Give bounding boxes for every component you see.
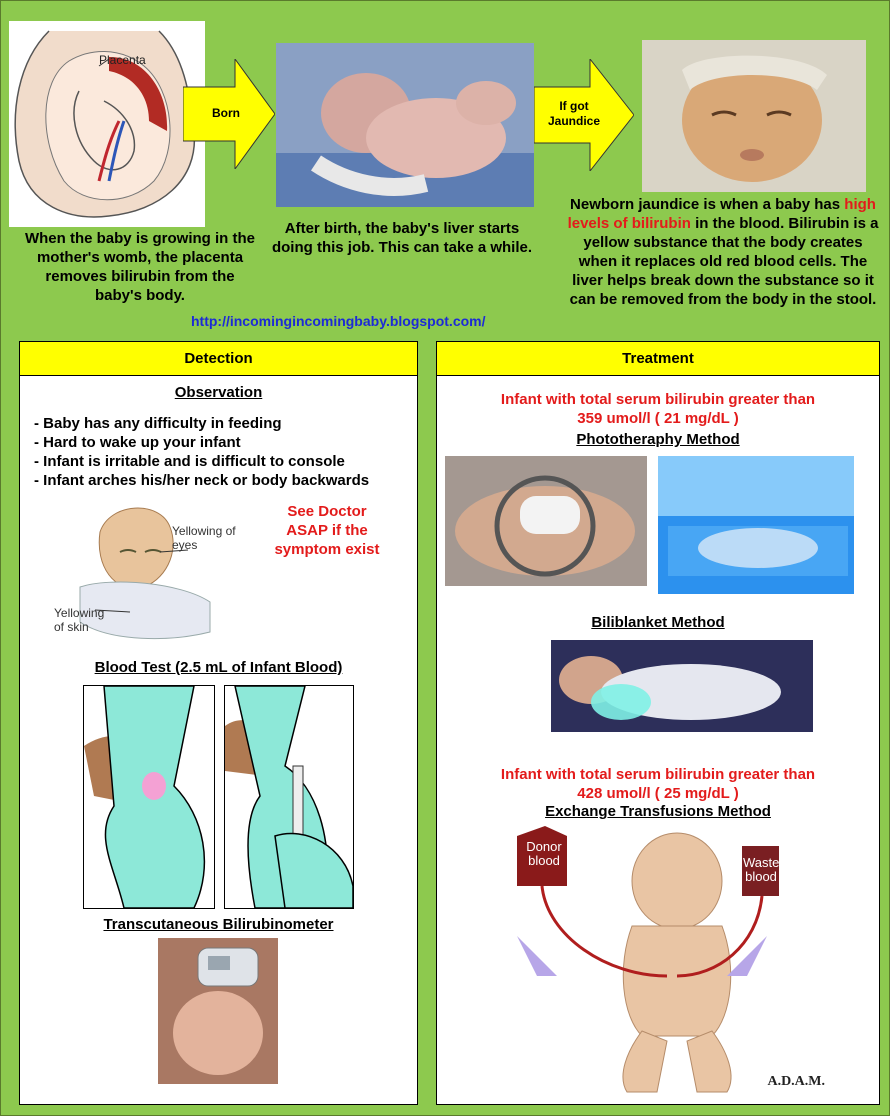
birth-photo — [276, 43, 534, 207]
jaundice-caption-start: Newborn jaundice is when a baby has — [570, 196, 841, 213]
treatment-panel — [436, 341, 880, 1105]
observation-item: - Baby has any difficulty in feeding — [34, 415, 282, 432]
exchange-title: Exchange Transfusions Method — [545, 803, 771, 820]
arrow-if-jaundice — [534, 59, 634, 171]
threshold-1-text: Infant with total serum bilirubin greater than 359 umol/l ( 21 mg/dL ) — [500, 391, 816, 427]
observation-item: - Hard to wake up your infant — [34, 434, 241, 451]
birth-caption: After birth, the baby's liver starts doing this job. This can take a while. — [271, 220, 533, 256]
phototherapy-photo-1 — [445, 456, 647, 586]
yellowing-skin-label: Yellowing of skin — [54, 606, 105, 634]
yellowing-eyes-label: Yellowing of eyes — [172, 524, 236, 552]
jaundice-caption-highlight: high levels of bilirubin — [567, 196, 876, 232]
womb-illustration — [9, 21, 205, 227]
waste-blood-label: Waste blood — [743, 855, 780, 884]
jaundice-caption-end: in the blood. Bilirubin is a yellow substance that the body creates when it replaces old red blood cells. The liver helps break down the substance so it can be removed from the body in the stool. — [569, 215, 879, 308]
observation-item: - Infant arches his/her neck or body backwards — [34, 472, 370, 489]
detection-header: Detection — [20, 342, 417, 376]
blood-test-illustration-2 — [224, 685, 354, 909]
detection-panel — [19, 341, 418, 1105]
adam-credit: A.D.A.M. — [767, 1074, 825, 1089]
observation-list — [34, 414, 369, 490]
jaundice-caption — [567, 195, 879, 309]
blood-test-illustration-1 — [83, 685, 215, 909]
arrow-born-label: Born — [212, 106, 240, 120]
arrow-jaundice-label: If got Jaundice — [547, 99, 601, 128]
donor-blood-label: Donor blood — [526, 839, 562, 868]
biliblanket-photo — [551, 640, 813, 732]
see-doctor-warning: See Doctor ASAP if the symptom exist — [274, 503, 380, 558]
treatment-header: Treatment — [437, 342, 879, 376]
observation-item: - Infant is irritable and is difficult to console — [34, 453, 345, 470]
arrow-born — [183, 59, 275, 169]
bilirubinometer-title: Transcutaneous Bilirubinometer — [103, 916, 334, 933]
yellowing-baby-illustration — [40, 492, 260, 646]
observation-title: Observation — [174, 384, 263, 401]
blood-test-title: Blood Test (2.5 mL of Infant Blood) — [94, 659, 343, 676]
jaundiced-baby-photo — [642, 40, 866, 192]
placenta-label: Placenta — [99, 53, 146, 67]
womb-caption: When the baby is growing in the mother's womb, the placenta removes bilirubin from the baby's body. — [24, 230, 255, 304]
phototherapy-title: Phototheraphy Method — [576, 431, 740, 448]
biliblanket-title: Biliblanket Method — [591, 614, 725, 631]
blog-link[interactable]: http://incomingincomingbaby.blogspot.com/ — [191, 313, 486, 329]
phototherapy-photo-2 — [658, 456, 854, 594]
exchange-transfusion-illustration — [517, 826, 807, 1094]
threshold-2-text: Infant with total serum bilirubin greater than 428 umol/l ( 25 mg/dL ) — [500, 766, 816, 802]
bilirubinometer-photo — [158, 938, 278, 1084]
